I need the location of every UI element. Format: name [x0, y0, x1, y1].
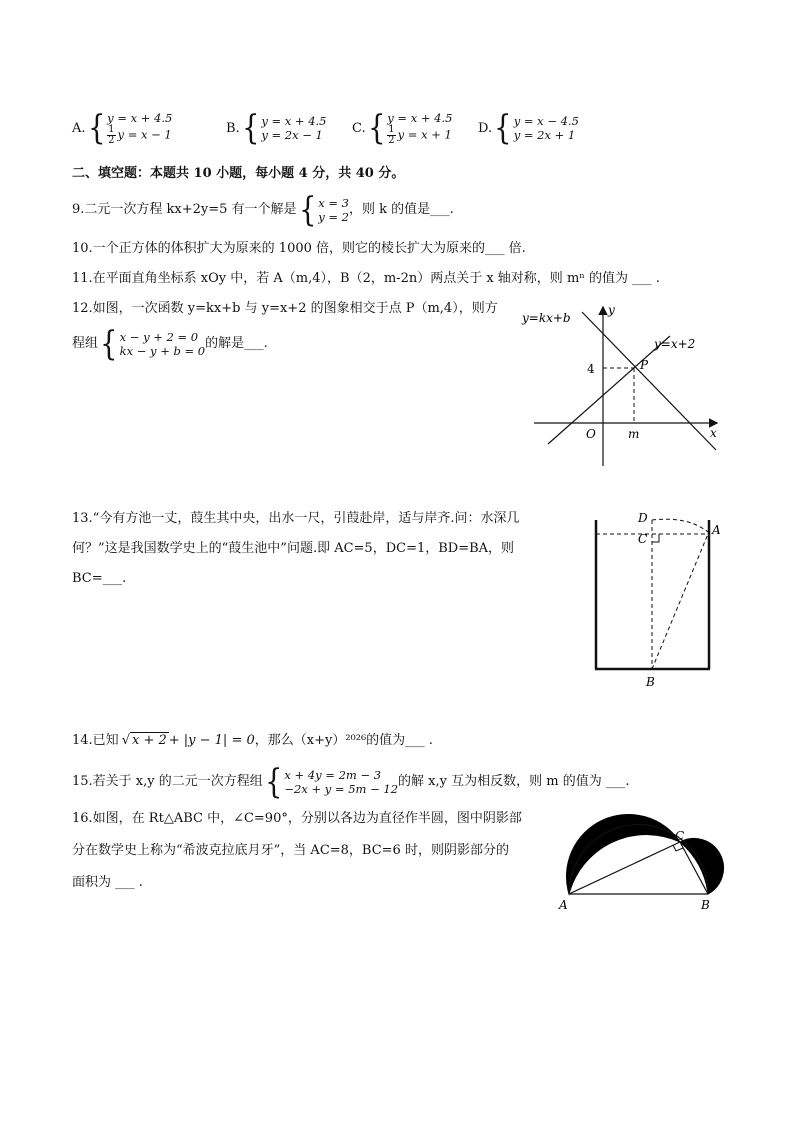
brace: {: [298, 190, 317, 230]
label-p: P: [640, 358, 649, 372]
question-16-line2: 分在数学史上称为“希波克拉底月牙”，当 AC=8，BC=6 时，则阴影部分的: [72, 843, 509, 858]
equation-line: y = x + 1: [397, 127, 452, 141]
question-15: [72, 762, 629, 802]
arc-da: [652, 519, 708, 532]
question-11: 11.在平面直角坐标系 xOy 中，若 A（m,4），B（2，m-2n）两点关于 x 轴对称，则 mⁿ 的值为 ___ .: [72, 271, 660, 286]
option-b-label: B.: [226, 120, 240, 136]
label-x2: y=x+2: [654, 337, 696, 351]
q16-lune-figure: [556, 808, 736, 914]
equation-line: x = 3: [318, 196, 349, 210]
question-13-line3: BC=___.: [72, 571, 127, 586]
equation-line: kx − y + b = 0: [119, 344, 206, 358]
line-kx-plus-b: [582, 312, 716, 450]
right-angle-mark: [652, 534, 659, 542]
q15-prefix: 15.若关于 x,y 的二元一次方程组: [72, 774, 263, 789]
fraction-denominator: 2: [108, 134, 115, 146]
q14-prefix: 14.已知: [72, 733, 119, 748]
q14-suffix: ，那么（x+y）²⁰²⁶的值为___ .: [254, 733, 433, 748]
label-m: m: [628, 427, 640, 441]
q9-suffix: ，则 k 的值是___.: [348, 202, 454, 217]
equation-system: [387, 111, 452, 146]
label-a: A: [559, 898, 568, 912]
line-x-plus-2: [548, 336, 670, 444]
question-12-line1: 12.如图，一次函数 y=kx+b 与 y=x+2 的图象相交于点 P（m,4），则方: [72, 301, 498, 316]
equation-system: [120, 330, 205, 358]
line-ba: [652, 534, 708, 669]
option-d: [478, 100, 579, 156]
q12-prefix: 程组: [72, 336, 99, 351]
q12-graph-figure: [520, 298, 730, 468]
fraction-numerator: 1: [388, 123, 395, 135]
question-16-line3: 面积为 ___ .: [72, 875, 143, 890]
question-12-line2: [72, 324, 268, 364]
brace: {: [367, 108, 386, 148]
equation-system: [261, 114, 326, 142]
equation-line: y = 2x − 1: [261, 128, 323, 142]
label-b: B: [646, 675, 655, 689]
label-x-axis: x: [710, 426, 717, 440]
label-4: 4: [587, 362, 595, 376]
equation-system: [107, 111, 172, 146]
label-a: A: [712, 523, 721, 537]
question-13-line2: 何？”这是我国数学史上的“葭生池中”问题.即 AC=5，DC=1，BD=BA，则: [72, 541, 515, 556]
sqrt-expression: [122, 732, 169, 750]
brace: {: [494, 108, 512, 148]
equation-line: x + 4y = 2m − 3: [284, 768, 382, 782]
brace: {: [241, 108, 260, 148]
equation-line: x − y + 2 = 0: [119, 330, 199, 344]
brace: {: [264, 762, 283, 802]
abs-term: + |y − 1| = 0: [168, 733, 255, 748]
label-y-axis: y: [608, 303, 615, 317]
label-b: B: [701, 898, 710, 912]
fraction-denominator: 2: [388, 134, 395, 146]
equation-system: [284, 768, 398, 796]
sqrt-radicand: x + 2: [131, 733, 167, 748]
q13-pond-figure: [584, 506, 734, 692]
question-16-line1: 16.如图，在 Rt△ABC 中，∠C=90°，分别以各边为直径作半圆，图中阴影部: [72, 811, 522, 826]
section-heading: 二、填空题：本题共 10 小题，每小题 4 分，共 40 分。: [72, 166, 405, 181]
equation-system: [514, 114, 579, 142]
question-10: 10.一个正方体的体积扩大为原来的 1000 倍，则它的棱长扩大为原来的___ 倍.: [72, 241, 526, 256]
brace: {: [100, 324, 118, 364]
question-14: [72, 730, 433, 752]
equation-line: −2x + y = 5m − 12: [284, 782, 399, 796]
label-origin: O: [586, 427, 596, 441]
fraction-numerator: 1: [108, 123, 115, 135]
label-d: D: [638, 511, 648, 525]
equation-system: [318, 196, 349, 224]
option-a-label: A.: [72, 120, 86, 136]
equation-line: y = 2: [318, 210, 349, 224]
fraction: [387, 125, 395, 146]
sqrt-icon: √: [121, 733, 130, 748]
question-9: [72, 192, 454, 228]
equation-line: y = x − 1: [117, 127, 172, 141]
q9-prefix: 9.二元一次方程 kx+2y=5 有一个解是: [72, 202, 297, 217]
equation-line: y = 2x + 1: [513, 128, 576, 142]
equation-line: y = x + 4.5: [107, 110, 173, 125]
equation-line: y = x + 4.5: [261, 114, 327, 128]
option-d-label: D.: [478, 120, 493, 136]
label-kx: y=kx+b: [522, 311, 571, 325]
question-13-line1: 13.“今有方池一丈，葭生其中央，出水一尺，引葭赴岸，适与岸齐.问：水深几: [72, 511, 520, 526]
option-c: [352, 100, 452, 156]
fraction: [107, 125, 115, 146]
option-b: [226, 100, 327, 156]
equation-line: y = x + 4.5: [387, 110, 453, 125]
q15-suffix: 的解 x,y 互为相反数，则 m 的值为 ___.: [398, 774, 630, 789]
equation-line: y = x − 4.5: [513, 114, 579, 128]
option-a: [72, 100, 172, 156]
q12-suffix: 的解是___.: [205, 336, 268, 351]
label-c: C: [675, 829, 685, 843]
brace: {: [87, 108, 106, 148]
label-c: C: [638, 532, 648, 546]
lune-bc: [680, 838, 724, 894]
option-c-label: C.: [352, 120, 366, 136]
